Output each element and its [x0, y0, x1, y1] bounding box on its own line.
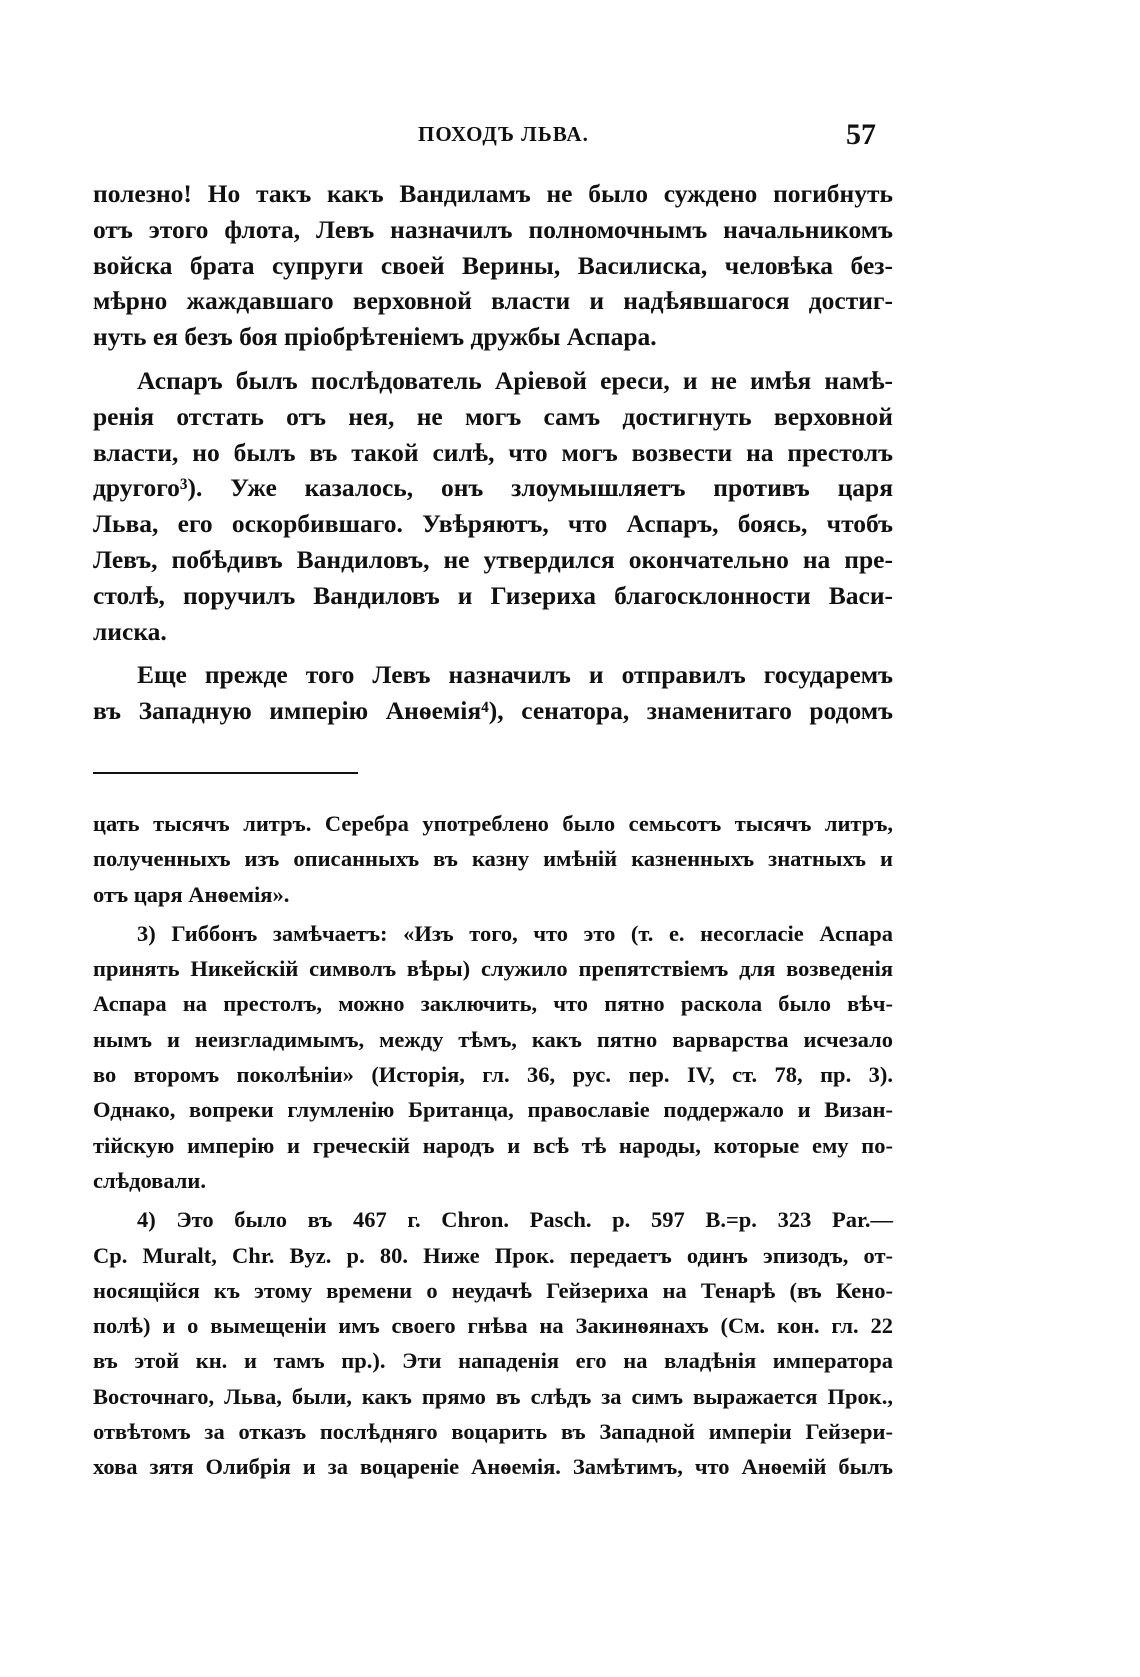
text-line: нуть ея безъ боя пріобрѣтеніемъ дружбы Аспара. — [93, 322, 657, 352]
text-line: Левъ, побѣдивъ Вандиловъ, не утвердился окончательно на пре- — [93, 544, 893, 574]
page-number: 57 — [846, 118, 876, 151]
text-line: Льва, его оскорбившаго. Увѣряютъ, что Аспаръ, боясь, чтобъ — [93, 509, 893, 539]
footnote-line: отъ царя Анѳемія». — [93, 881, 290, 907]
text-line: мѣрно жаждавшаго верховной власти и надѣявшагося достиг- — [93, 286, 893, 316]
footnote-line: Ср. Muralt, Chr. Byz. p. 80. Ниже Прок. передаетъ одинъ эпизодъ, от- — [93, 1242, 893, 1268]
footnote-line: полѣ) и о вымещеніи имъ своего гнѣва на Закинѳянахъ (См. кон. гл. 22 — [93, 1313, 893, 1339]
footnote-3 — [93, 916, 893, 1198]
text-line: въ Западную имперію Анѳемія⁴), сенатора, знаменитаго родомъ — [93, 696, 893, 726]
text-line: Аспаръ былъ послѣдователь Аріевой ереси, и не имѣя намѣ- — [137, 365, 893, 395]
footnote-line: отвѣтомъ за отказъ послѣдняго воцарить въ Западной имперіи Гейзери- — [93, 1419, 893, 1445]
text-line: власти, но былъ въ такой силѣ, что могъ возвести на престолъ — [93, 437, 893, 467]
footnote-line: слѣдовали. — [93, 1167, 206, 1193]
footnote-line: въ этой кн. и тамъ пр.). Эти нападенія его на владѣнія императора — [93, 1348, 893, 1374]
footnote-line: носящійся къ этому времени о неудачѣ Гейзериха на Тенарѣ (въ Кено- — [93, 1277, 893, 1303]
text-line: лиска. — [93, 616, 167, 646]
main-text — [93, 176, 893, 729]
footnote-line: принять Никейскій символъ вѣры) служило препятствіемъ для возведенія — [93, 956, 893, 982]
footnote-continuation — [93, 806, 893, 912]
footnote-line: Аспара на престолъ, можно заключить, что пятно раскола было вѣч- — [93, 991, 893, 1017]
footnote-line: 3) Гиббонъ замѣчаетъ: «Изъ того, что это (т. е. несогласіе Аспара — [137, 920, 893, 946]
footnote-4 — [93, 1202, 893, 1484]
paragraph-2 — [93, 363, 893, 649]
footnote-line: тійскую имперію и греческій народъ и всѣ тѣ народы, которые ему по- — [93, 1132, 893, 1158]
footnote-line: цать тысячъ литръ. Серебра употреблено было семьсотъ тысячъ литръ, — [93, 811, 893, 836]
text-line: отъ этого флота, Левъ назначилъ полномочнымъ начальникомъ — [93, 214, 893, 244]
paragraph-3 — [93, 657, 893, 729]
text-line: ренія отстать отъ нея, не могъ самъ достигнуть верховной — [93, 401, 893, 431]
running-title: ПОХОДЪ ЛЬВА. — [418, 122, 589, 146]
footnote-line: хова зятя Олибрія и за воцареніе Анѳемія. Замѣтимъ, что Анѳемій былъ — [93, 1454, 893, 1480]
text-line: полезно! Но такъ какъ Вандиламъ не было суждено погибнуть — [93, 179, 893, 208]
footnote-line: полученныхъ изъ описанныхъ въ казну имѣній казненныхъ знатныхъ и — [93, 846, 893, 872]
footnote-line: во второмъ поколѣніи» (Исторія, гл. 36, рус. пер. IV, ст. 78, пр. 3). — [93, 1062, 893, 1088]
footnote-line: нымъ и неизгладимымъ, между тѣмъ, какъ пятно варварства исчезало — [93, 1026, 893, 1052]
footnote-line: 4) Это было въ 467 г. Chron. Pasch. p. 597 B.=p. 323 Par.— — [137, 1207, 893, 1233]
footnote-line: Восточнаго, Льва, были, какъ прямо въ слѣдъ за симъ выражается Прок., — [93, 1383, 893, 1409]
footnote-divider — [93, 772, 358, 774]
text-line: другого³). Уже казалось, онъ злоумышляетъ противъ царя — [93, 473, 893, 503]
paragraph-1 — [93, 176, 893, 355]
text-line: столѣ, поручилъ Вандиловъ и Гизериха благосклонности Васи- — [93, 580, 893, 610]
text-line: Еще прежде того Левъ назначилъ и отправилъ государемъ — [137, 660, 893, 690]
page-header — [0, 118, 1140, 158]
footnotes — [93, 806, 893, 1485]
footnote-line: Однако, вопреки глумленію Британца, православіе поддержало и Визан- — [93, 1097, 893, 1123]
text-line: войска брата супруги своей Верины, Василиска, человѣка без- — [93, 250, 893, 280]
